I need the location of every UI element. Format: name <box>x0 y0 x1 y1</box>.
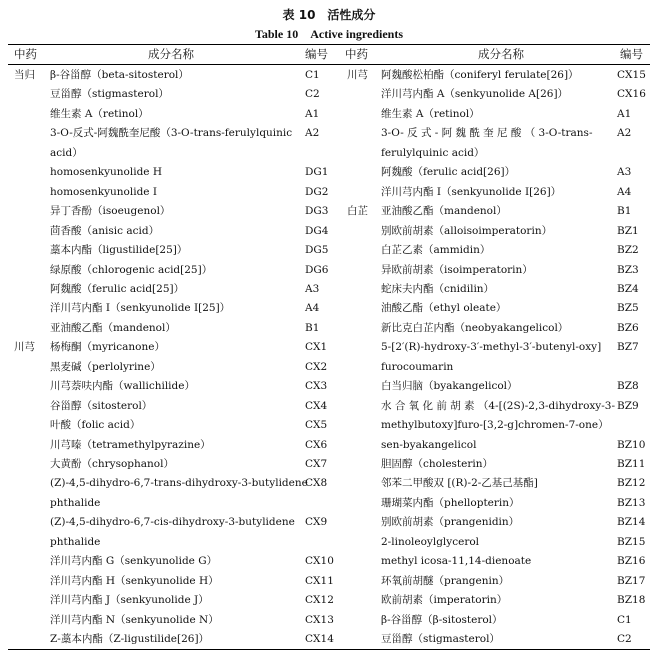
left-ingredient-name: (Z)-4,5-dihydro-6,7-cis-dihydroxy-3-butylidene <box>50 516 295 529</box>
left-ingredient-name: phthalide <box>50 496 101 509</box>
right-ingredient-code: BZ4 <box>617 282 639 295</box>
right-ingredient-name: methylbutoxy]furo-[3,2-g]chromen-7-one） <box>381 419 609 432</box>
right-ingredient-code: A3 <box>617 166 632 179</box>
left-ingredient-name: 绿原酸（chlorogenic acid[25]） <box>50 263 213 276</box>
header-name-left: 成分名称 <box>148 47 194 61</box>
right-herb-label: 白芷 <box>347 205 368 218</box>
right-ingredient-code: BZ5 <box>617 302 639 315</box>
right-ingredient-code: A2 <box>617 127 632 140</box>
right-ingredient-name: 别欧前胡素（alloisoimperatorin） <box>381 224 553 237</box>
right-ingredient-name: 洋川芎内酯 A（senkyunolide A[26]） <box>381 88 569 101</box>
header-code-right: 编号 <box>620 47 643 61</box>
right-ingredient-code: BZ8 <box>617 380 639 393</box>
bottom-rule <box>8 649 650 650</box>
right-ingredient-name: 油酸乙酯（ethyl oleate） <box>381 302 507 315</box>
left-ingredient-name: 阿魏酸（ferulic acid[25]） <box>50 282 185 295</box>
left-ingredient-name: 洋川芎内酯 N（senkyunolide N） <box>50 613 219 626</box>
left-ingredient-name: 亚油酸乙酯（mandenol） <box>50 321 176 334</box>
right-ingredient-name: 阿魏酸松柏酯（coniferyl ferulate[26]） <box>381 69 579 81</box>
right-ingredient-name: 维生素 A（retinol） <box>381 107 480 120</box>
right-ingredient-code: BZ3 <box>617 263 639 276</box>
left-ingredient-name: 洋川芎内酯 I（senkyunolide I[25]） <box>50 302 231 315</box>
left-ingredient-name: 大黄酚（chrysophanol） <box>50 458 174 470</box>
header-name-right: 成分名称 <box>478 47 524 61</box>
left-ingredient-code: CX4 <box>305 399 328 412</box>
right-ingredient-name: 别欧前胡素（prangenidin） <box>381 516 520 529</box>
left-ingredient-code: CX7 <box>305 458 328 470</box>
header-rule <box>8 64 650 65</box>
left-ingredient-code: C1 <box>305 69 320 81</box>
left-ingredient-name: (Z)-4,5-dihydro-6,7-trans-dihydroxy-3-butylidene <box>50 477 308 490</box>
left-ingredient-code: DG2 <box>305 185 329 198</box>
left-ingredient-name: 豆甾醇（stigmasterol） <box>50 88 169 101</box>
right-ingredient-name: 异欧前胡素（isoimperatorin） <box>381 263 533 276</box>
left-ingredient-code: B1 <box>305 321 320 334</box>
table-title-cn: 表 10 活性成分 <box>282 8 376 22</box>
right-ingredient-name: 新比克白芷内酯（neobyakangelicol） <box>381 321 569 334</box>
right-ingredient-name: ferulylquinic acid） <box>381 146 485 159</box>
left-ingredient-code: A1 <box>305 107 320 120</box>
right-ingredient-code: A4 <box>617 185 632 198</box>
right-ingredient-code: BZ13 <box>617 496 646 509</box>
left-ingredient-code: DG6 <box>305 263 329 276</box>
right-ingredient-name: 珊瑚菜内酯（phellopterin） <box>381 496 520 509</box>
right-ingredient-code: CX16 <box>617 88 646 101</box>
right-ingredient-name: 亚油酸乙酯（mandenol） <box>381 205 507 218</box>
left-ingredient-code: CX9 <box>305 516 328 529</box>
right-ingredient-code: BZ7 <box>617 341 639 354</box>
right-ingredient-code: BZ11 <box>617 458 646 470</box>
left-ingredient-code: CX5 <box>305 419 328 432</box>
left-ingredient-name: 茴香酸（anisic acid） <box>50 224 160 237</box>
right-ingredient-code: BZ9 <box>617 399 639 412</box>
right-ingredient-name: 欧前胡素（imperatorin） <box>381 594 508 607</box>
left-ingredient-name: Z-藁本内酯（Z-ligustilide[26]） <box>50 633 210 646</box>
right-ingredient-code: BZ14 <box>617 516 646 529</box>
left-ingredient-name: 维生素 A（retinol） <box>50 107 149 120</box>
right-ingredient-name: 白当归脑（byakangelicol） <box>381 380 518 393</box>
right-ingredient-name: 白芷乙素（ammidin） <box>381 244 491 257</box>
right-ingredient-name: β-谷甾醇（β-sitosterol） <box>381 613 503 626</box>
left-ingredient-name: 川芎嗪（tetramethylpyrazine） <box>50 438 211 451</box>
right-ingredient-code: BZ2 <box>617 244 639 257</box>
left-ingredient-code: C2 <box>305 88 320 101</box>
left-ingredient-code: CX6 <box>305 438 328 451</box>
right-ingredient-code: BZ6 <box>617 321 639 334</box>
header-herb-right: 中药 <box>345 47 368 61</box>
right-ingredient-name: furocoumarin <box>381 360 454 373</box>
right-ingredient-code: BZ16 <box>617 555 646 568</box>
header-herb-left: 中药 <box>14 47 37 61</box>
right-ingredient-name: 2-linoleoylglycerol <box>381 535 480 548</box>
left-ingredient-name: 谷甾醇（sitosterol） <box>50 399 153 412</box>
left-ingredient-name: homosenkyunolide H <box>50 166 163 179</box>
table-title-en: Table 10 Active ingredients <box>254 27 403 41</box>
left-ingredient-code: CX13 <box>305 613 334 626</box>
right-ingredient-name: 阿魏酸（ferulic acid[26]） <box>381 166 516 179</box>
left-ingredient-code: DG4 <box>305 224 329 237</box>
left-ingredient-code: CX8 <box>305 477 328 490</box>
left-ingredient-code: CX1 <box>305 341 328 354</box>
right-herb-label: 川芎 <box>347 69 368 81</box>
left-ingredient-name: phthalide <box>50 535 101 548</box>
right-ingredient-name: sen-byakangelicol <box>381 438 477 451</box>
right-ingredient-code: A1 <box>617 107 632 120</box>
right-ingredient-code: BZ12 <box>617 477 646 490</box>
left-ingredient-code: A3 <box>305 282 320 295</box>
left-ingredient-code: CX11 <box>305 574 334 587</box>
right-ingredient-name: 蛇床夫内酯（cnidilin） <box>381 282 495 295</box>
right-ingredient-name: methyl icosa-11,14-dienoate <box>381 555 532 568</box>
left-ingredient-name: 黑麦碱（perlolyrine） <box>50 360 161 373</box>
left-ingredient-name: acid） <box>50 146 83 159</box>
right-ingredient-name: 3-O- 反 式 - 阿 魏 酰 奎 尼 酸 （ 3-O-trans- <box>381 127 593 140</box>
left-ingredient-code: DG3 <box>305 205 329 218</box>
left-ingredient-name: 3-O-反式-阿魏酰奎尼酸（3-O-trans-ferulylquinic <box>50 127 293 140</box>
left-ingredient-code: CX12 <box>305 594 334 607</box>
left-ingredient-name: 叶酸（folic acid） <box>50 419 141 432</box>
left-ingredient-name: 洋川芎内酯 J（senkyunolide J） <box>50 594 209 607</box>
left-ingredient-name: 洋川芎内酯 G（senkyunolide G） <box>50 555 218 568</box>
left-ingredient-code: DG5 <box>305 244 329 257</box>
right-ingredient-code: BZ17 <box>617 574 646 587</box>
left-ingredient-code: CX2 <box>305 360 328 373</box>
right-ingredient-name: 豆甾醇（stigmasterol） <box>381 633 500 646</box>
left-ingredient-code: A4 <box>305 302 320 315</box>
left-ingredient-code: CX3 <box>305 380 328 393</box>
right-ingredient-name: 环氧前胡醚（prangenin） <box>381 574 510 587</box>
header-code-left: 编号 <box>305 47 328 61</box>
top-rule <box>8 44 650 45</box>
left-ingredient-code: A2 <box>305 127 320 140</box>
right-ingredient-name: 水 合 氧 化 前 胡 素 （4-[(2S)-2,3-dihydroxy-3- <box>381 399 616 412</box>
right-ingredient-code: BZ10 <box>617 438 646 451</box>
right-ingredient-name: 胆固醇（cholesterin） <box>381 458 493 470</box>
left-ingredient-name: 洋川芎内酯 H（senkyunolide H） <box>50 574 219 587</box>
left-ingredient-code: DG1 <box>305 166 329 179</box>
right-ingredient-code: B1 <box>617 205 632 218</box>
right-ingredient-name: 5-[2′(R)-hydroxy-3′-methyl-3′-butenyl-oxy] <box>381 341 602 354</box>
right-ingredient-code: C1 <box>617 613 632 626</box>
left-ingredient-name: 杨梅酮（myricanone） <box>50 341 165 354</box>
right-ingredient-name: 洋川芎内酯 I（senkyunolide I[26]） <box>381 185 562 198</box>
left-ingredient-name: 异丁香酚（isoeugenol） <box>50 205 171 218</box>
left-ingredient-name: 藁本内酯（ligustilide[25]） <box>50 244 188 257</box>
left-ingredient-name: β-谷甾醇（beta-sitosterol） <box>50 69 189 81</box>
right-ingredient-name: 邻苯二甲酸双 [(R)-2-乙基己基酯] <box>381 477 538 490</box>
right-ingredient-code: BZ18 <box>617 594 646 607</box>
left-herb-label: 当归 <box>14 69 35 81</box>
left-ingredient-name: 川芎萘呋内酯（wallichilide） <box>50 380 195 393</box>
left-herb-label: 川芎 <box>14 341 35 354</box>
left-ingredient-code: CX14 <box>305 633 334 646</box>
right-ingredient-code: BZ1 <box>617 224 639 237</box>
left-ingredient-code: CX10 <box>305 555 334 568</box>
left-ingredient-name: homosenkyunolide I <box>50 185 158 198</box>
right-ingredient-code: C2 <box>617 633 632 646</box>
right-ingredient-code: BZ15 <box>617 535 646 548</box>
right-ingredient-code: CX15 <box>617 69 646 81</box>
